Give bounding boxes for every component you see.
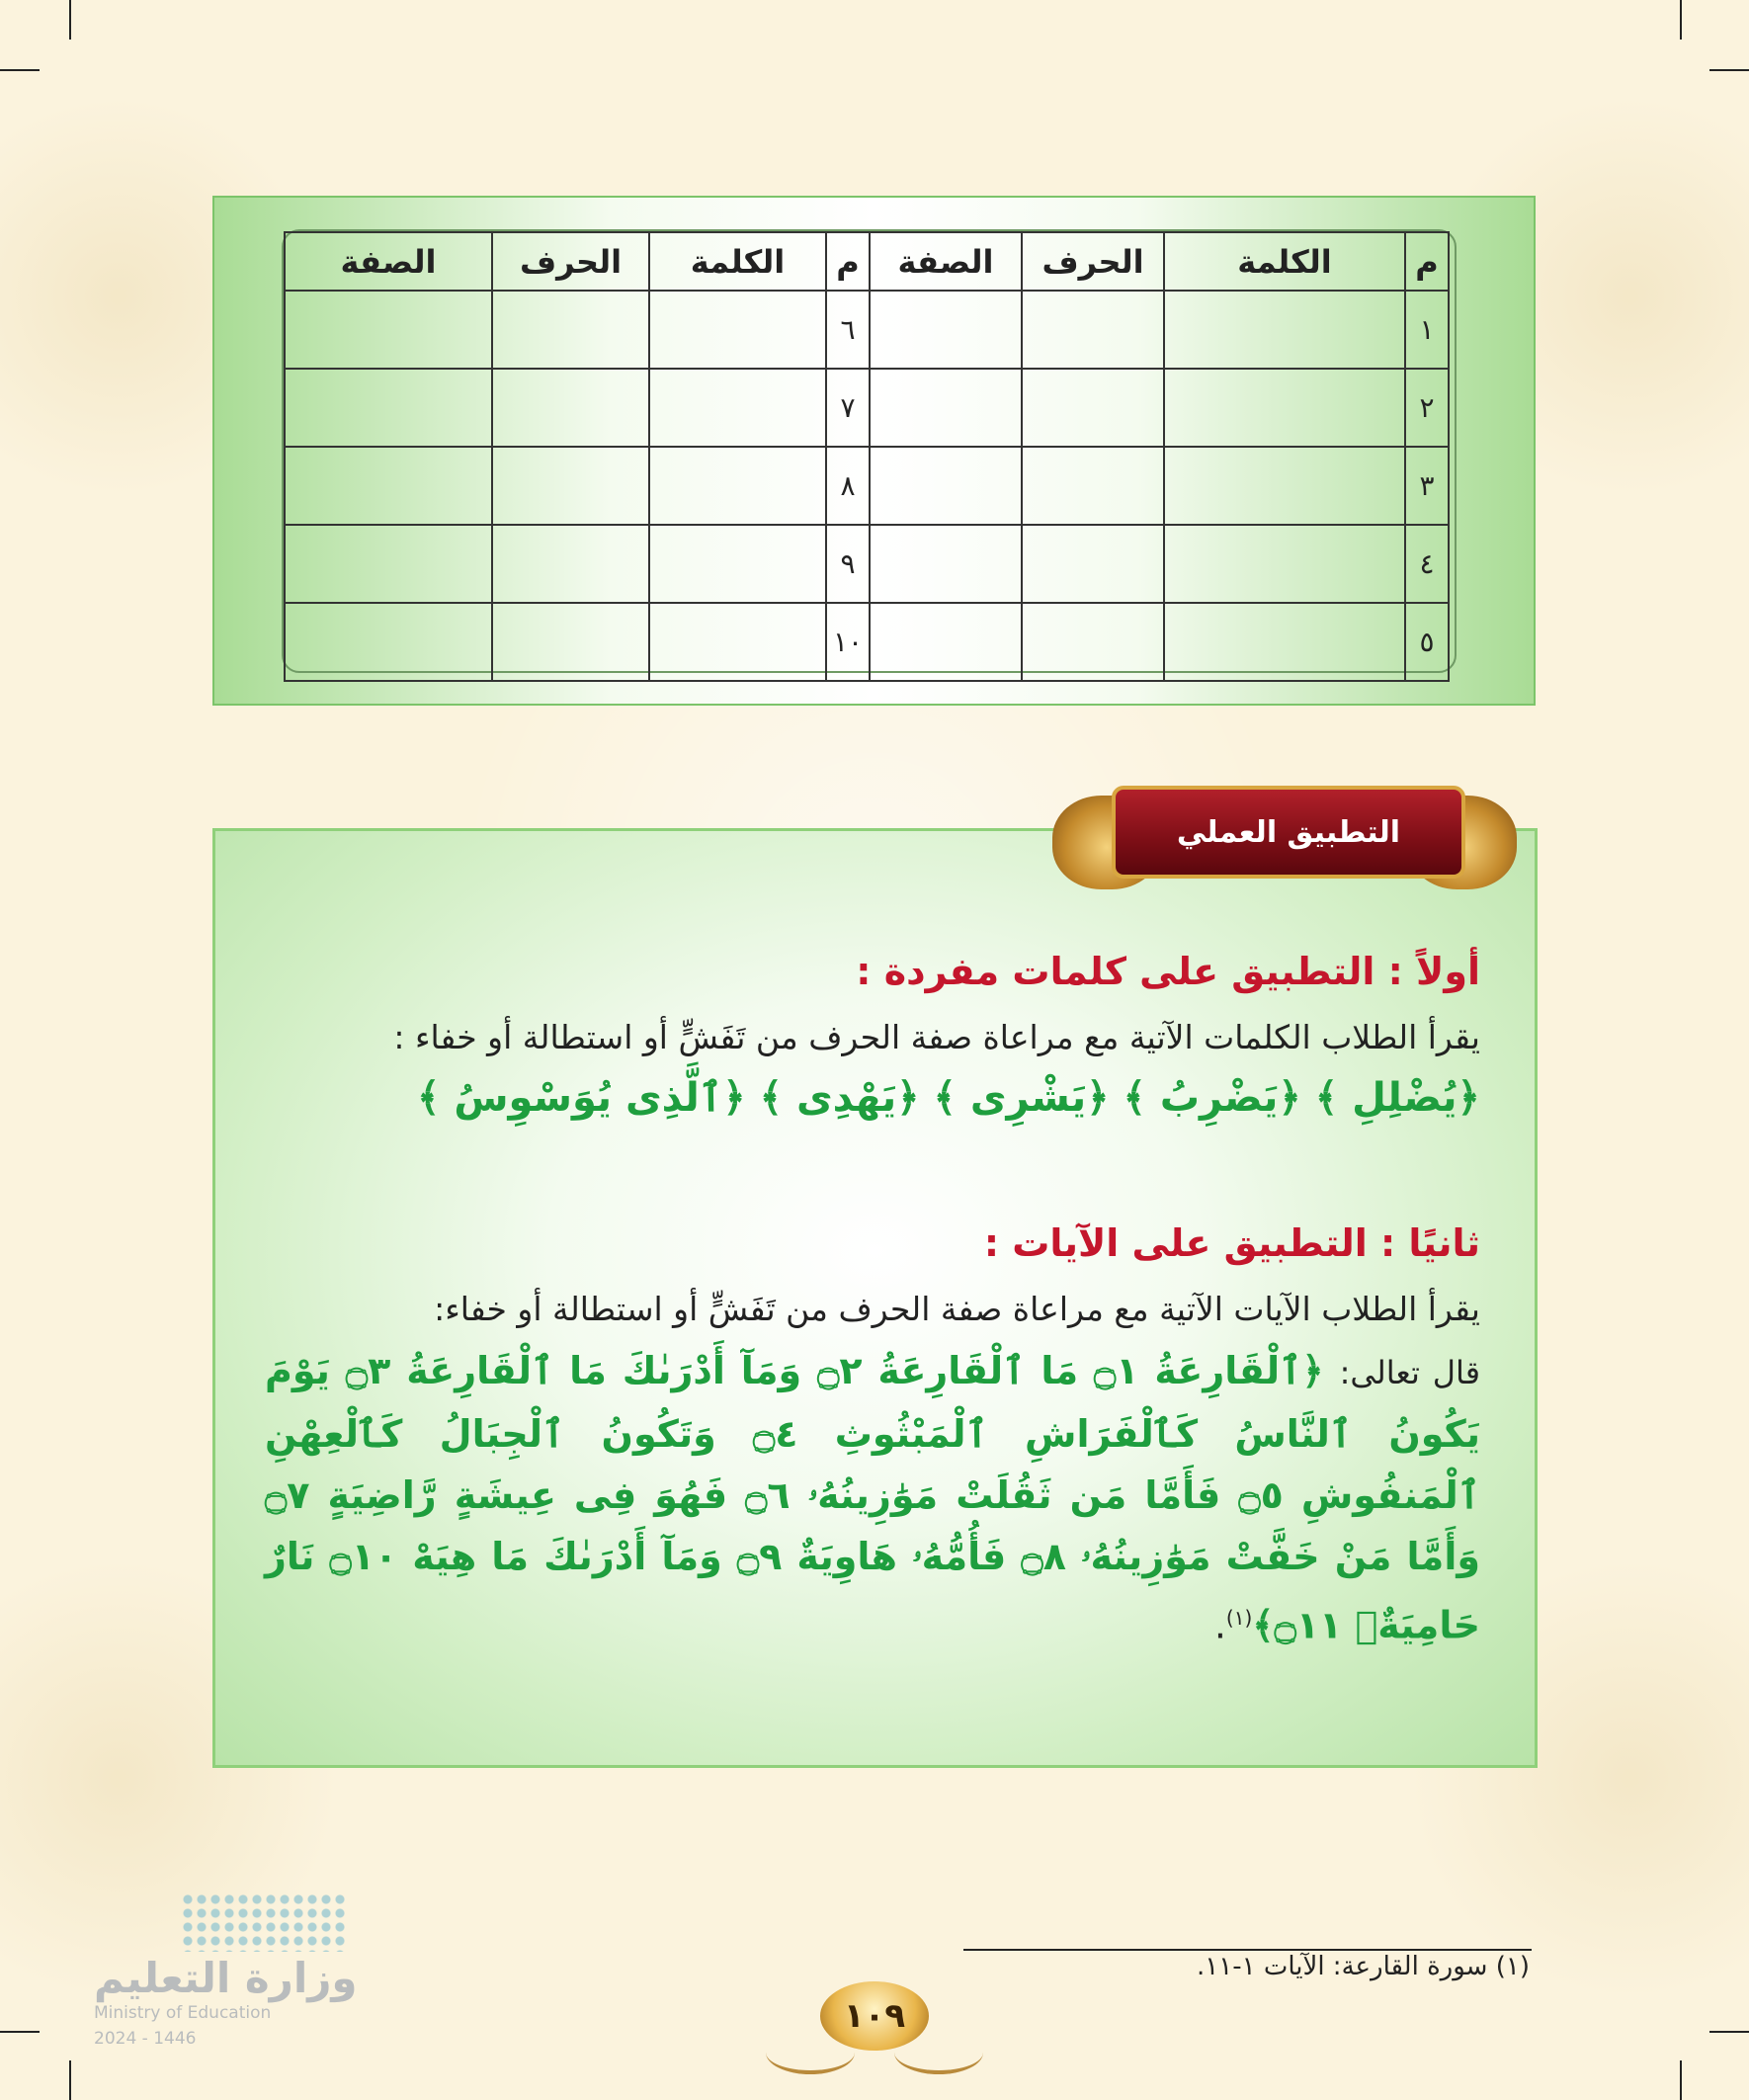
header-word: الكلمة <box>649 232 826 291</box>
word-cell[interactable] <box>649 447 826 525</box>
section2-verses <box>265 1340 1480 1656</box>
section2-instruction: يقرأ الطلاب الآيات الآتية مع مراعاة صفة الحرف من تَفَشٍّ أو استطالة أو خفاء: <box>434 1290 1480 1328</box>
logo-dots-icon <box>181 1892 349 1952</box>
header-attribute: الصفة <box>285 232 492 291</box>
attribute-cell[interactable] <box>870 603 1022 681</box>
attribute-cell[interactable] <box>285 525 492 603</box>
word-cell[interactable] <box>1164 369 1405 447</box>
row-number: ٩ <box>826 525 870 603</box>
word-cell[interactable] <box>1164 447 1405 525</box>
ministry-logo <box>94 1892 361 2056</box>
section-ribbon <box>1052 786 1517 899</box>
row-number: ٦ <box>826 291 870 369</box>
letter-cell[interactable] <box>492 525 649 603</box>
crop-mark <box>0 69 40 71</box>
logo-arabic-text: وزارة التعليم <box>94 1954 358 2002</box>
table-row <box>285 525 1449 603</box>
header-number: م <box>826 232 870 291</box>
attribute-cell[interactable] <box>285 291 492 369</box>
crop-mark <box>69 2060 71 2100</box>
footnote: (١) سورة القارعة: الآيات ١-١١. <box>1197 1952 1530 1981</box>
row-number: ٢ <box>1405 369 1449 447</box>
crop-mark <box>0 2031 40 2033</box>
logo-year-text: 2024 - 1446 <box>94 2029 197 2049</box>
header-letter: الحرف <box>492 232 649 291</box>
practical-application-panel <box>212 828 1538 1768</box>
word-cell[interactable] <box>1164 603 1405 681</box>
attribute-cell[interactable] <box>285 369 492 447</box>
letter-cell[interactable] <box>492 291 649 369</box>
section1-heading: أولاً : التطبيق على كلمات مفردة : <box>856 950 1480 993</box>
word-cell[interactable] <box>649 369 826 447</box>
end-mark: . <box>1213 1603 1226 1647</box>
letter-attributes-table <box>284 231 1450 682</box>
row-number: ٣ <box>1405 447 1449 525</box>
table-row <box>285 291 1449 369</box>
attribute-cell[interactable] <box>870 291 1022 369</box>
row-number: ٥ <box>1405 603 1449 681</box>
table-row <box>285 447 1449 525</box>
row-number: ٧ <box>826 369 870 447</box>
verse-intro: قال تعالى: <box>1339 1354 1481 1391</box>
row-number: ٤ <box>1405 525 1449 603</box>
row-number: ٨ <box>826 447 870 525</box>
page-number: ١٠٩ <box>820 1981 929 2051</box>
logo-english-text: Ministry of Education <box>94 2003 272 2023</box>
header-letter: الحرف <box>1022 232 1164 291</box>
crop-mark <box>1680 2060 1682 2100</box>
page-number-ornament <box>766 1981 983 2075</box>
word-cell[interactable] <box>649 603 826 681</box>
header-attribute: الصفة <box>870 232 1022 291</box>
crop-mark <box>1680 0 1682 40</box>
section1-instruction: يقرأ الطلاب الكلمات الآتية مع مراعاة صفة الحرف من تَفَشٍّ أو استطالة أو خفاء : <box>393 1018 1480 1056</box>
attribute-cell[interactable] <box>870 447 1022 525</box>
letter-cell[interactable] <box>1022 369 1164 447</box>
header-word: الكلمة <box>1164 232 1405 291</box>
letter-cell[interactable] <box>492 603 649 681</box>
word-cell[interactable] <box>649 291 826 369</box>
footnote-divider <box>963 1949 1532 1951</box>
section1-quran-words: ﴿يُضْلِلِ ﴾ ﴿يَضْرِبُ ﴾ ﴿يَشْرِى ﴾ ﴿يَهْدِى ﴾ ﴿ٱلَّذِى يُوَسْوِسُ ﴾ <box>417 1075 1480 1121</box>
surah-al-qariah-verses: ﴿ٱلْقَارِعَةُ ۝١ مَا ٱلْقَارِعَةُ ۝٢ وَمَآ أَدْرَىٰكَ مَا ٱلْقَارِعَةُ ۝٣ يَوْمَ يَكُونُ ٱلنَّاسُ كَٱلْفَرَاشِ ٱلْمَبْثُوثِ ۝٤ وَتَكُونُ ٱلْجِبَالُ كَٱلْعِهْنِ ٱلْمَنفُوشِ ۝٥ فَأَمَّا مَن ثَقُلَتْ مَوَٰزِينُهُۥ ۝٦ فَهُوَ فِى عِيشَةٍ رَّاضِيَةٍ ۝٧ وَأَمَّا مَنْ خَفَّتْ مَوَٰزِينُهُۥ ۝٨ فَأُمُّهُۥ هَاوِيَةٌ ۝٩ وَمَآ أَدْرَىٰكَ مَا هِيَهْ ۝١٠ نَارٌ حَامِيَةٌۢ ۝١١﴾ <box>265 1349 1480 1647</box>
table-header-row <box>285 232 1449 291</box>
crop-mark <box>1709 2031 1749 2033</box>
letter-cell[interactable] <box>1022 447 1164 525</box>
letter-cell[interactable] <box>1022 291 1164 369</box>
ribbon-banner <box>1112 786 1465 879</box>
table-row <box>285 369 1449 447</box>
attribute-cell[interactable] <box>285 603 492 681</box>
crop-mark <box>69 0 71 40</box>
letter-cell[interactable] <box>1022 525 1164 603</box>
attribute-cell[interactable] <box>285 447 492 525</box>
worksheet-table-panel <box>212 196 1536 706</box>
attribute-cell[interactable] <box>870 525 1022 603</box>
letter-cell[interactable] <box>492 369 649 447</box>
crop-mark <box>1709 69 1749 71</box>
row-number: ١٠ <box>826 603 870 681</box>
section2-heading: ثانيًا : التطبيق على الآيات : <box>983 1221 1480 1265</box>
header-number: م <box>1405 232 1449 291</box>
word-cell[interactable] <box>649 525 826 603</box>
ribbon-title: التطبيق العملي <box>1176 814 1401 850</box>
footnote-reference[interactable]: (١) <box>1225 1606 1253 1630</box>
letter-cell[interactable] <box>492 447 649 525</box>
row-number: ١ <box>1405 291 1449 369</box>
word-cell[interactable] <box>1164 525 1405 603</box>
letter-cell[interactable] <box>1022 603 1164 681</box>
attribute-cell[interactable] <box>870 369 1022 447</box>
table-row <box>285 603 1449 681</box>
word-cell[interactable] <box>1164 291 1405 369</box>
